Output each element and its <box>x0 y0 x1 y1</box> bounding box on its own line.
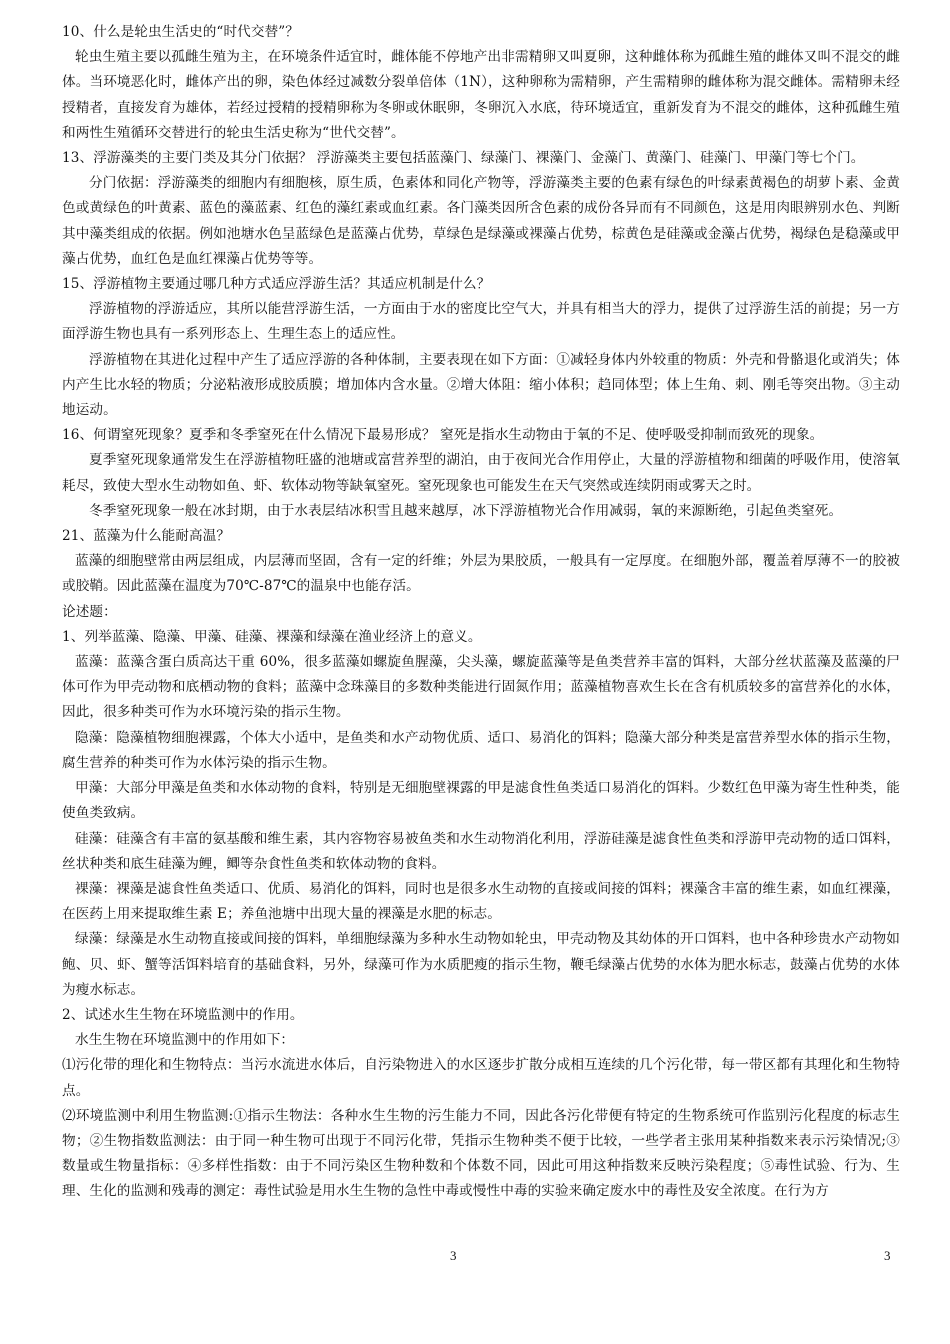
paragraph: ⑴污化带的理化和生物特点：当污水流进水体后，自污染物进入的水区逐步扩散分成相互连续的几个污化带，每一带区都有其理化和生物特点。 <box>62 1057 900 1099</box>
paragraph: 蓝藻：蓝藻含蛋白质高达干重 60%，很多蓝藻如螺旋鱼腥藻，尖头藻，螺旋蓝藻等是鱼类营养丰富的饵料，大部分丝状蓝藻及蓝藻的尸体可作为甲壳动物和底栖动物的食料；蓝藻中念珠藻目的多数种类能进行固氮作用；蓝藻植物喜欢生长在含有机质较多的富营养化的水体，因此，很多种类可作为水环境污染的指示生物。 <box>62 654 900 721</box>
paragraph: 甲藻：大部分甲藻是鱼类和水体动物的食料，特别是无细胞壁裸露的甲是滤食性鱼类适口易消化的饵料。少数红色甲藻为寄生性种类，能使鱼类致病。 <box>62 780 900 822</box>
question-heading: 15、浮游植物主要通过哪几种方式适应浮游生活？其适应机制是什么？ <box>62 276 491 293</box>
paragraph: 夏季窒死现象通常发生在浮游植物旺盛的池塘或富营养型的湖泊，由于夜间光合作用停止，大量的浮游植物和细菌的呼吸作用，使溶氧耗尽，致使大型水生动物如鱼、虾、软体动物等缺氧窒死。窒死现象也可能发生在天气突然或连续阴雨或雾天之时。 <box>62 452 900 494</box>
question-heading: 1、列举蓝藻、隐藻、甲藻、硅藻、裸藻和绿藻在渔业经济上的意义。 <box>62 628 482 645</box>
question-heading: 论述题： <box>62 603 117 620</box>
paragraph: 蓝藻的细胞壁常由两层组成，内层薄而坚固，含有一定的纤维；外层为果胶质，一般具有一定厚度。在细胞外部，覆盖着厚薄不一的胶被或胶鞘。因此蓝藻在温度为70℃-87℃的温泉中也能存活。 <box>62 553 900 595</box>
page-number: 3 <box>450 1248 457 1263</box>
paragraph: 绿藻：绿藻是水生动物直接或间接的饵料，单细胞绿藻为多种水生动物如轮虫，甲壳动物及其幼体的开口饵料，也中各种珍贵水产动物如鲍、贝、虾、蟹等活饵料培育的基础食料，另外，绿藻可作为水质肥瘦的指示生物，鞭毛绿藻占优势的水体为肥水标志，鼓藻占优势的水体为瘦水标志。 <box>62 931 900 998</box>
paragraph: 冬季窒死现象一般在冰封期，由于水表层结冰积雪且越来越厚，冰下浮游植物光合作用减弱，氧的来源断绝，引起鱼类窒死。 <box>89 502 843 519</box>
paragraph: 裸藻：裸藻是滤食性鱼类适口、优质、易消化的饵料，同时也是很多水生动物的直接或间接的饵料；裸藻含丰富的维生素，如血红裸藻，在医药上用来提取维生素 E；养鱼池塘中出现大量的裸藻是水肥的标志。 <box>62 880 900 923</box>
paragraph: ⑵环境监测中利用生物监测:①指示生物法：各种水生生物的污生能力不同，因此各污化带便有特定的生物系统可作监别污化程度的标志生物；②生物指数监测法：由于同一种生物可出现于不同污化带，凭指示生物种类不便于比较，一些学者主张用某种指数来表示污染情况;③数量或生物量指标：④多样性指数：由于不同污染区生物种数和个体数不同，因此可用这种指数来反映污染程度；⑤毒性试验、行为、生理、生化的监测和残毒的测定：毒性试验是用水生生物的急性中毒或慢性中毒的实验来确定废水中的毒性及安全浓度。在行为方 <box>62 1107 900 1200</box>
paragraph: 浮游植物的浮游适应，其所以能营浮游生活，一方面由于水的密度比空气大，并具有相当大的浮力，提供了过浮游生活的前提；另一方面浮游生物也具有一系列形态上、生理生态上的适应性。 <box>62 301 900 343</box>
question-heading: 13、浮游藻类的主要门类及其分门依据？ 浮游藻类主要包括蓝藻门、绿藻门、裸藻门、金藻门、黄藻门、硅藻门、甲藻门等七个门。 <box>62 150 865 167</box>
question-heading: 16、何谓窒死现象？夏季和冬季窒死在什么情况下最易形成？ 窒死是指水生动物由于氧的不足、使呼吸受抑制而致死的现象。 <box>62 427 824 444</box>
paragraph: 浮游植物在其进化过程中产生了适应浮游的各种体制，主要表现在如下方面：①减轻身体内外较重的物质：外壳和骨骼退化或消失；体内产生比水轻的物质；分泌粘液形成胶质膜；增加体内含水量。②增大体阻：缩小体积；趋同体型；体上生角、刺、刚毛等突出物。③主动地运动。 <box>62 351 900 419</box>
question-heading: 2、试述水生生物在环境监测中的作用。 <box>62 1006 304 1023</box>
document-body <box>62 20 900 1205</box>
paragraph: 隐藻：隐藻植物细胞裸露，个体大小适中，是鱼类和水产动物优质、适口、易消化的饵料；隐藻大部分种类是富营养型水体的指示生物，腐生营养的种类可作为水体污染的指示生物。 <box>62 729 900 771</box>
paragraph: 硅藻：硅藻含有丰富的氨基酸和维生素，其内容物容易被鱼类和水生动物消化利用，浮游硅藻是滤食性鱼类和浮游甲壳动物的适口饵料，丝状种类和底生硅藻为鲤，鲫等杂食性鱼类和软体动物的食料。 <box>62 830 900 872</box>
paragraph: 分门依据：浮游藻类的细胞内有细胞核，原生质，色素体和同化产物等，浮游藻类主要的色素有绿色的叶绿素黄褐色的胡萝卜素、金黄色或黄绿色的叶黄素、蓝色的藻蓝素、红色的藻红素或血红素。各门藻类因所含色素的成份各异而有不同颜色，这是用肉眼辨别水色、判断其中藻类组成的依据。例如池塘水色呈蓝绿色是蓝藻占优势，草绿色是绿藻或裸藻占优势，棕黄色是硅藻或金藻占优势，褐绿色是稳藻或甲藻占优势，血红色是血红裸藻占优势等等。 <box>62 175 900 267</box>
question-heading: 21、蓝藻为什么能耐高温？ <box>62 528 231 545</box>
question-heading: 10、什么是轮虫生活史的“时代交替”？ <box>62 24 300 40</box>
paragraph: 轮虫生殖主要以孤雌生殖为主，在环境条件适宜时，雌体能不停地产出非需精卵又叫夏卵，这种雌体称为孤雌生殖的雌体又叫不混交的雌体。当环境恶化时，雌体产出的卵，染色体经过减数分裂单倍体（1N），这种卵称为需精卵，产生需精卵的雌体称为混交雌体。需精卵未经授精者，直接发育为雄体，若经过授精的授精卵称为冬卵或休眠卵，冬卵沉入水底，待环境适宜，重新发育为不混交的雌体，这种孤雌生殖和两性生殖循环交替进行的轮虫生活史称为“世代交替”。 <box>62 49 900 141</box>
page-number-right: 3 <box>884 1248 891 1263</box>
paragraph: 水生生物在环境监测中的作用如下： <box>75 1032 295 1049</box>
